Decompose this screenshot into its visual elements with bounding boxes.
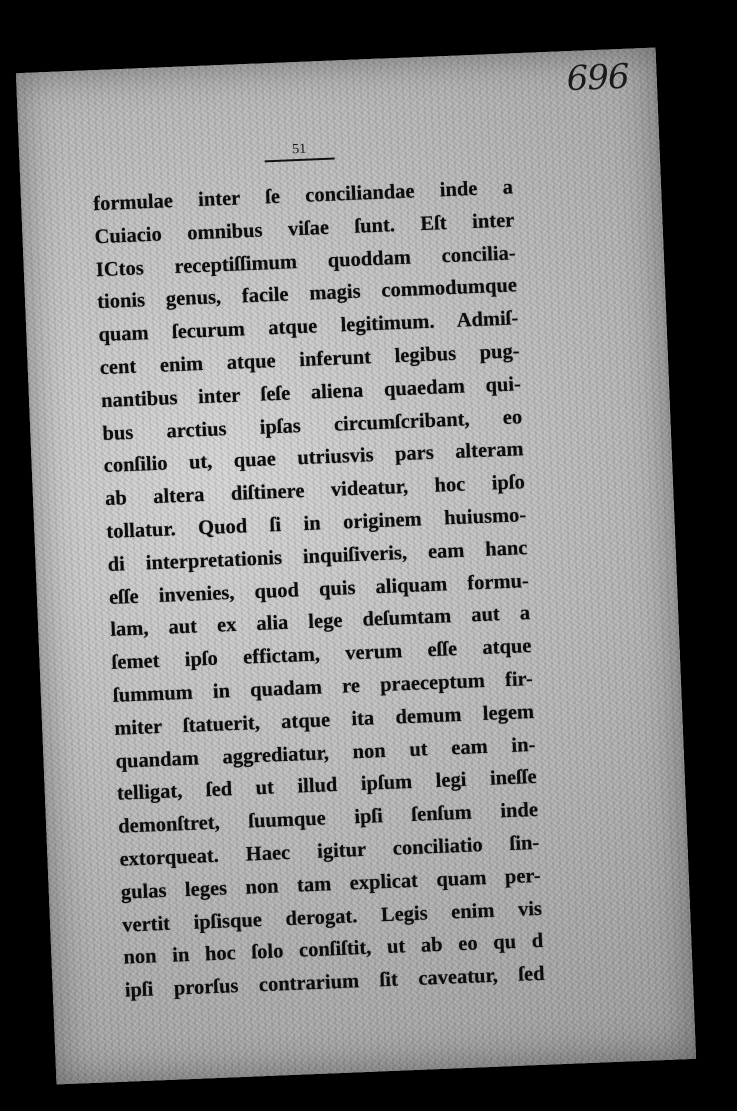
text-line: bus arctius ipſas circumſcribant, eo [102,405,523,445]
text-line: lam, aut ex alia lege deſumtam aut a [109,602,531,642]
text-line: ICtos receptiſſimum quoddam concilia- [95,241,517,281]
scanned-page [16,48,696,1085]
handwritten-folio-number: 696 [565,56,630,100]
body-text [93,171,546,1007]
text-line: telligat, ſed ut illud ipſum legi ineſſe [116,766,538,806]
text-line: tionis genus, facile magis commodumque [96,274,518,314]
text-line: ipſi prorſus contrarium ſit caveatur, ſed [124,962,545,1002]
text-line: Cuiacio omnibus viſae ſunt. Eſt inter [94,209,515,249]
text-line: quandam aggrediatur, non ut eam in- [115,733,536,773]
text-line: ſummum in quadam re praeceptum fir- [112,667,534,707]
text-line: nantibus inter ſeſe aliena quaedam qui- [100,373,522,412]
text-line: tollatur. Quod ſi in originem huiusmo- [105,504,527,543]
text-line: extorqueat. Haec igitur conciliatio ſin- [119,831,540,871]
text-line: cent enim atque inferunt legibus pug- [99,340,520,380]
text-line: conſilio ut, quae utriusvis pars alteram [103,438,524,478]
text-line: quam ſecurum atque legitimum. Admiſ- [98,307,519,347]
text-line: vertit ipſisque derogat. Legis enim vis [121,897,543,937]
text-line: ab altera diſtinere videatur, hoc ipſo [104,471,526,511]
text-line: formulae inter ſe conciliandae inde a [92,176,514,216]
text-line: non in hoc ſolo conſiſtit, ut ab eo qu d [123,930,544,969]
text-line: miter ſtatuerit, atque ita demum legem [113,700,535,740]
text-line: di interpretationis inquiſiveris, eam hanc [107,536,528,576]
page-number: 51 [291,141,307,158]
text-line: gulas leges non tam explicat quam per- [120,864,542,904]
text-line: ſemet ipſo effictam, verum eſſe atque [111,635,532,675]
text-line: demonſtret, ſuumque ipſi ſenſum inde [117,799,539,838]
text-line: eſſe invenies, quod quis aliquam formu- [108,569,530,609]
